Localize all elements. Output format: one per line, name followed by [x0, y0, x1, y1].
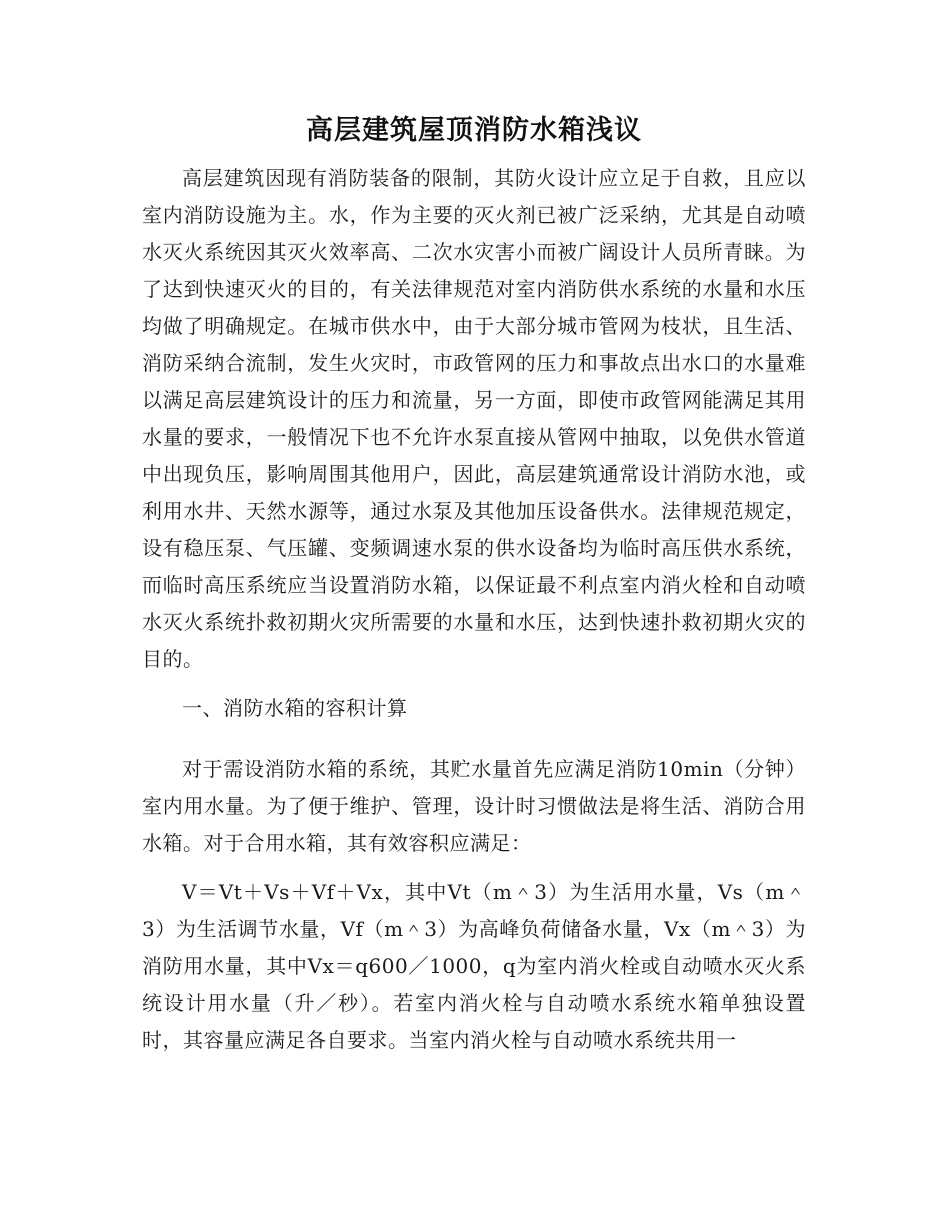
- section-heading-tank-volume: 一、消防水箱的容积计算: [182, 696, 408, 720]
- section-paragraph-storage: 对于需设消防水箱的系统，其贮水量首先应满足消防10min（分钟）室内用水量。为了便于维护、管理，设计时习惯做法是将生活、消防合用水箱。对于合用水箱，其有效容积应满足：: [142, 757, 806, 855]
- section-paragraph-formula: V＝Vt＋Vs＋Vf＋Vx，其中Vt（m＾3）为生活用水量，Vs（m＾3）为生活调节水量，Vf（m＾3）为高峰负荷储备水量，Vx（m＾3）为消防用水量，其中Vx＝q600／1000，q为室内消火栓或自动喷水灭火系统设计用水量（升／秒）。若室内消火栓与自动喷水系统水箱单独设置时，其容量应满足各自要求。当室内消火栓与自动喷水系统共用一: [142, 880, 806, 1052]
- document-title: 高层建筑屋顶消防水箱浅议: [306, 115, 642, 146]
- document-page: [142, 108, 806, 1071]
- intro-paragraph: 高层建筑因现有消防装备的限制，其防火设计应立足于自救，且应以室内消防设施为主。水，作为主要的灭火剂已被广泛采纳，尤其是自动喷水灭火系统因其灭火效率高、二次水灾害小而被广阔设计人员所青睐。为了达到快速灭火的目的，有关法律规范对室内消防供水系统的水量和水压均做了明确规定。在城市供水中，由于大部分城市管网为枝状，且生活、消防采纳合流制，发生火灾时，市政管网的压力和事故点出水口的水量难以满足高层建筑设计的压力和流量，另一方面，即使市政管网能满足其用水量的要求，一般情况下也不允许水泵直接从管网中抽取，以免供水管道中出现负压，影响周围其他用户，因此，高层建筑通常设计消防水池，或利用水井、天然水源等，通过水泵及其他加压设备供水。法律规范规定，设有稳压泵、气压罐、变频调速水泵的供水设备均为临时高压供水系统，而临时高压系统应当设置消防水箱，以保证最不利点室内消火栓和自动喷水灭火系统扑救初期火灾所需要的水量和水压，达到快速扑救初期火灾的目的。: [142, 166, 806, 671]
